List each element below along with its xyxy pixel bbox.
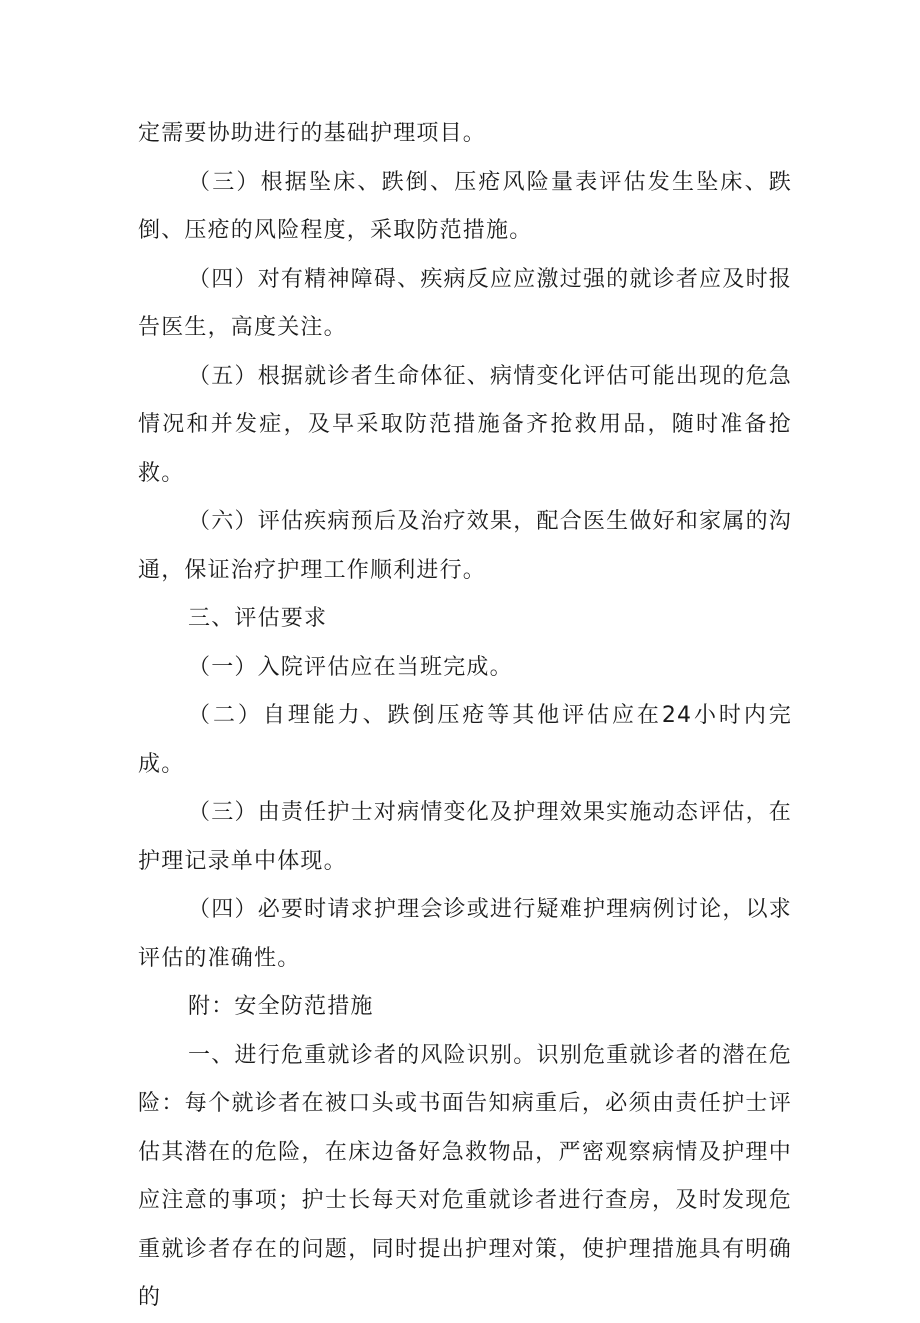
appendix-heading: 附：安全防范措施 [188,994,374,1019]
paragraph-req-2: （二）自理能力、跌倒压疮等其他评估应在24小时内完成。 [138,703,792,777]
section-heading-assessment-requirements: 三、评估要求 [188,606,328,631]
paragraph-continuation: 定需要协助进行的基础护理项目。 [138,121,487,146]
paragraph-item-6-prognosis: （六）评估疾病预后及治疗效果，配合医生做好和家属的沟通，保证治疗护理工作顺利进行。 [138,509,792,583]
paragraph-req-4: （四）必要时请求护理会诊或进行疑难护理病例讨论，以求评估的准确性。 [138,897,792,971]
paragraph-req-1: （一）入院评估应在当班完成。 [188,654,513,680]
paragraph-item-3-fall-risk: （三）根据坠床、跌倒、压疮风险量表评估发生坠床、跌倒、压疮的风险程度，采取防范措施。 [138,169,792,243]
paragraph-req-3: （三）由责任护士对病情变化及护理效果实施动态评估，在护理记录单中体现。 [138,800,792,874]
paragraph-item-4-mental: （四）对有精神障碍、疾病反应应激过强的就诊者应及时报告医生，高度关注。 [138,266,792,340]
document-body [138,110,792,1323]
paragraph-item-5-vitals: （五）根据就诊者生命体征、病情变化评估可能出现的危急情况和并发症，及早采取防范措施备齐抢救用品，随时准备抢救。 [138,363,792,486]
paragraph-risk-identification: 一、进行危重就诊者的风险识别。识别危重就诊者的潜在危险：每个就诊者在被口头或书面告知病重后，必须由责任护士评估其潜在的危险，在床边备好急救物品，严密观察病情及护理中应注意的事项；护士长每天对危重就诊者进行查房，及时发现危重就诊者存在的问题，同时提出护理对策，使护理措施具有明确的 [138,1042,792,1310]
